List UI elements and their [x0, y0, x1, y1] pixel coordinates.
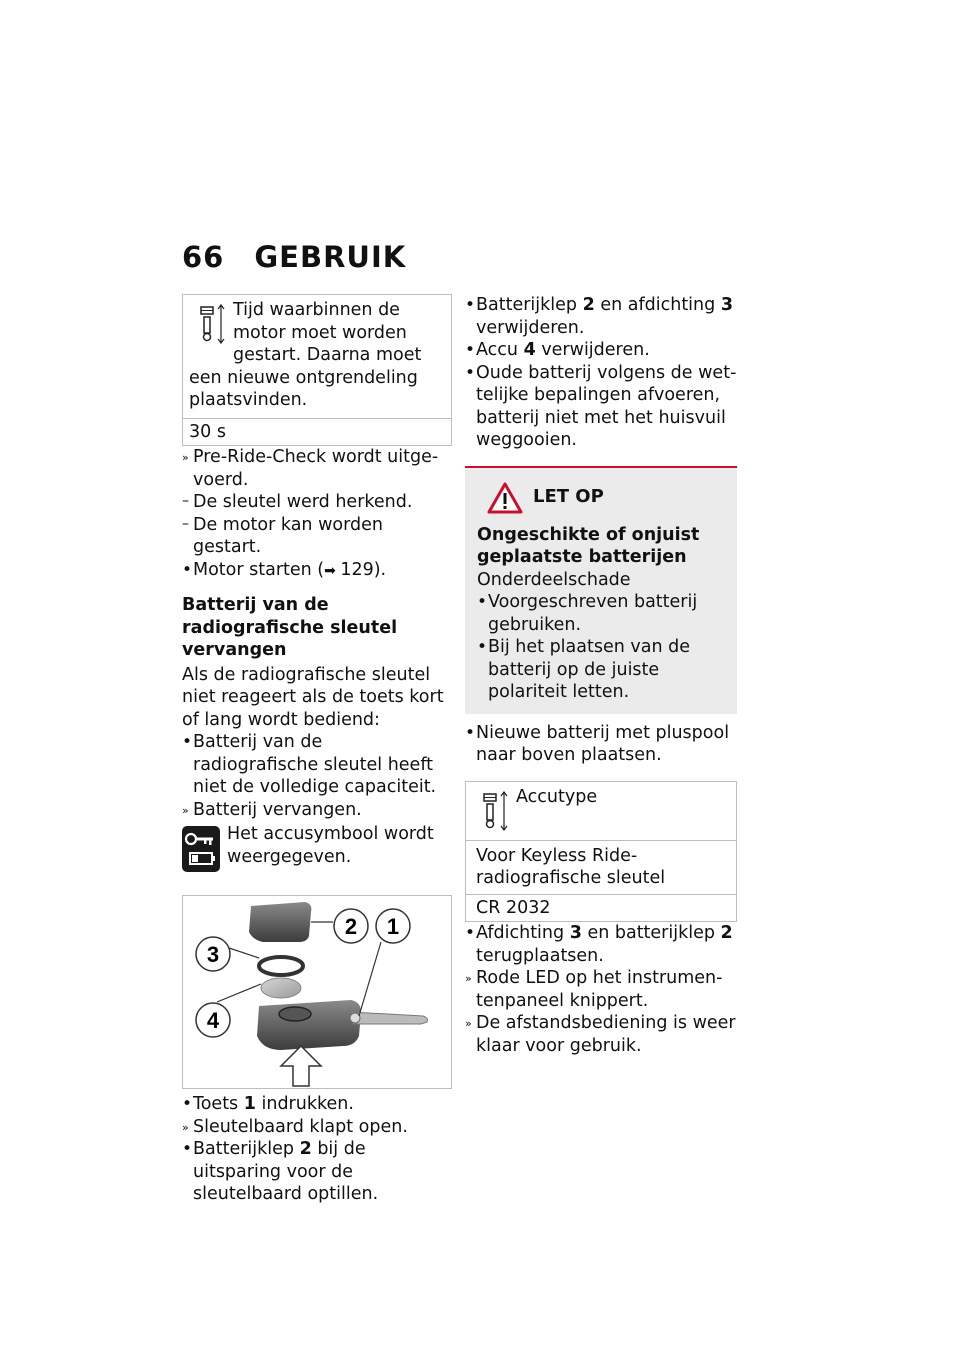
bullet-icon: •	[465, 722, 476, 743]
spec-value: 30 s	[183, 418, 451, 446]
key-housing-part	[257, 1000, 361, 1050]
list-item: – De sleutel werd herkend.	[182, 492, 413, 512]
svg-text:1: 1	[386, 914, 400, 939]
bullet-icon: •	[182, 1139, 193, 1159]
spec-value: CR 2032	[466, 894, 736, 922]
warning-header	[477, 482, 725, 514]
seal-ring-part	[259, 957, 303, 975]
bullet-icon: •	[465, 340, 476, 360]
list-item: • Batterij van de radiografische sleutel heeft niet de volledige capaciteit.	[182, 732, 437, 797]
list-item: • Nieuwe batterij met pluspool naar boven plaatsen.	[465, 722, 730, 765]
callout-2	[334, 909, 368, 943]
dash-marker-icon: –	[182, 515, 189, 532]
list-item: » Rode LED op het instrumentenpaneel knippert.	[465, 968, 723, 1011]
warning-label: LET OP	[533, 486, 604, 508]
warning-box	[465, 466, 737, 714]
spec-row-description: Voor Keyless Ride-radiografische sleutel	[466, 840, 736, 894]
bullet-icon: •	[477, 592, 488, 612]
list-item: • Toets 1 indrukken.	[182, 1094, 354, 1114]
bullet-icon: •	[182, 1094, 193, 1114]
warning-triangle-icon	[487, 482, 523, 514]
result-marker-icon: »	[182, 1120, 189, 1134]
spec-table-start-time	[182, 294, 452, 446]
battery-symbol-note: Het accusymbool wordt weergegeven.	[182, 823, 452, 873]
technical-spec-icon	[189, 301, 229, 347]
result-marker-icon: »	[182, 803, 189, 817]
battery-replacement-figure	[182, 895, 452, 1089]
callout-3	[196, 937, 230, 971]
coin-battery-part	[261, 978, 301, 998]
right-column	[465, 294, 737, 1057]
warning-title: Ongeschikte of onjuist geplaatste batterijen	[477, 524, 700, 567]
svg-text:4: 4	[206, 1008, 220, 1033]
list-item: » De afstandsbediening is weer klaar voor gebruik.	[465, 1013, 736, 1056]
list-item: • Afdichting 3 en batterijklep 2 terugplaatsen.	[465, 923, 733, 966]
result-marker-icon: »	[465, 1017, 472, 1030]
page-reference-arrow-icon: ➡	[324, 562, 341, 579]
technical-spec-icon	[472, 788, 512, 834]
battery-cover-part	[249, 902, 311, 942]
intro-paragraph: Als de radiografische sleutel niet reageert als de toets kort of lang wordt bediend:	[182, 664, 444, 730]
list-item: » Batterij vervangen.	[182, 799, 452, 822]
result-marker-icon: »	[182, 451, 189, 464]
list-item: • Motor starten (➡ 129).	[182, 559, 387, 580]
callout-4	[196, 1003, 230, 1037]
list-item: » Pre-Ride-Check wordt uitgevoerd.	[182, 447, 439, 490]
result-marker-icon: »	[465, 972, 472, 985]
dash-marker-icon: –	[182, 493, 189, 509]
list-item: • Bij het plaatsen van de batterij op de juiste polariteit letten.	[477, 637, 691, 702]
bullet-icon: •	[182, 559, 193, 580]
key-exploded-illustration	[183, 896, 451, 1088]
bullet-icon: •	[465, 923, 476, 943]
list-item: – De motor kan worden gestart.	[182, 514, 383, 557]
spec-description: Tijd waarbinnen de motor moet worden gestart. Daarna moet een nieuwe ontgrendeling plaatsvinden.	[189, 300, 422, 410]
section-title: Batterij van de radiografische sleutel vervangen	[182, 595, 398, 660]
key-battery-warning-icon	[182, 826, 220, 872]
left-column	[182, 294, 452, 1206]
list-item: » Sleutelbaard klapt open.	[182, 1116, 452, 1139]
spec-title-cell: Accutype	[466, 782, 736, 840]
chapter-title: GEBRUIK	[254, 240, 407, 274]
list-item: • Accu 4 verwijderen.	[465, 340, 650, 360]
list-item: • Oude batterij volgens de wettelijke bepalingen afvoeren, batterij niet met het huisvuil weggooien.	[465, 362, 737, 450]
bullet-icon: •	[465, 362, 476, 383]
press-arrow-icon	[281, 1046, 321, 1086]
page-number: 66	[182, 240, 225, 274]
bullet-icon: •	[182, 732, 193, 752]
spec-table-battery-type	[465, 781, 737, 923]
page-reference[interactable]: 129	[340, 559, 374, 580]
list-item: • Batterijklep 2 en afdichting 3 verwijderen.	[465, 295, 733, 338]
page-header	[182, 240, 406, 274]
bullet-icon: •	[477, 637, 488, 657]
list-item: • Batterijklep 2 bij de uitsparing voor de sleutelbaard optillen.	[182, 1139, 379, 1204]
warning-consequence: Onderdeelschade	[477, 569, 631, 590]
callout-1	[376, 909, 410, 943]
svg-text:3: 3	[206, 942, 220, 967]
list-item: • Voorgeschreven batterij gebruiken.	[477, 592, 698, 635]
bullet-icon: •	[465, 295, 476, 315]
svg-text:2: 2	[344, 914, 358, 939]
